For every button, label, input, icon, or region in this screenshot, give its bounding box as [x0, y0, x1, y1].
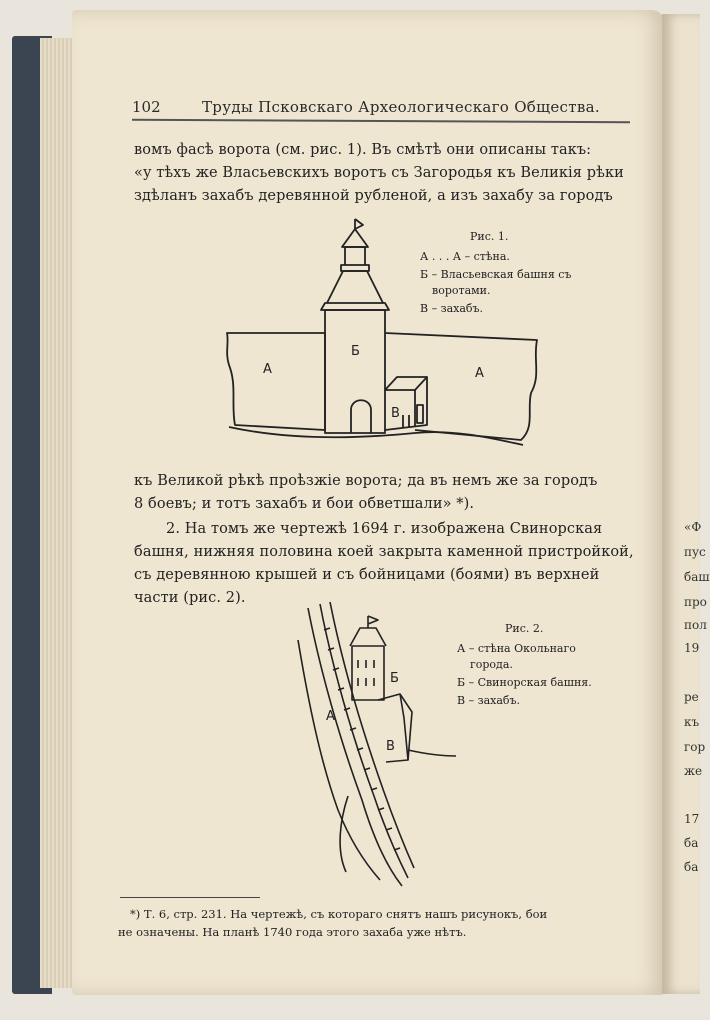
- figure-1-legend-item: В – захабъ.: [420, 302, 484, 315]
- facing-page-fragment: про: [684, 595, 707, 609]
- figure-1-letter-a: А: [263, 362, 272, 377]
- body-line: 2. На томъ же чертежѣ 1694 г. изображена Свинорская: [166, 521, 603, 537]
- facing-page-fragment: ба: [684, 836, 699, 850]
- facing-page-fragment: ба: [684, 860, 699, 874]
- footnote-line: не означены. На планѣ 1740 года этого захаба уже нѣтъ.: [118, 925, 467, 939]
- footnote-rule: [120, 897, 260, 898]
- figure-1-letter-b: Б: [351, 344, 360, 359]
- facing-page-fragment: гор: [684, 740, 706, 754]
- body-line: къ Великой рѣкѣ проѣзжiе ворота; да въ немъ же за городъ: [134, 473, 598, 489]
- body-line: «у тѣхъ же Власьевскихъ воротъ съ Загородья къ Великiя рѣки: [134, 165, 624, 181]
- facing-page-fragment: «Ф: [684, 520, 702, 534]
- figure-2-legend-item: А – стѣна Окольнаго: [457, 642, 576, 655]
- figure-2-legend-item: В – захабъ.: [457, 694, 521, 707]
- figure-1-caption: Рис. 1.: [470, 230, 509, 243]
- facing-page-fragment: баш: [684, 570, 710, 584]
- figure-1-letter-a-right: А: [475, 366, 484, 381]
- running-header: [132, 94, 632, 120]
- body-line: съ деревянною крышей и съ бойницами (боями) въ верхней: [134, 567, 600, 583]
- figure-2-drawing: [290, 600, 470, 890]
- facing-page-fragment: пол: [684, 618, 707, 632]
- figure-2-letter-v: В: [386, 739, 395, 754]
- facing-page-fragment: пус: [684, 545, 706, 559]
- figure-2-letter-b: Б: [390, 671, 399, 686]
- body-line: части (рис. 2).: [134, 590, 246, 606]
- facing-page-fragment: ре: [684, 690, 699, 704]
- body-line: 8 боевъ; и тотъ захабъ и бои обветшали» *).: [134, 496, 475, 512]
- figure-2-legend-item: города.: [470, 658, 513, 671]
- figure-1-letter-v: В: [391, 406, 400, 421]
- figure-1-legend-item: воротами.: [432, 284, 491, 297]
- running-title: Труды Псковскаго Археологическаго Общества.: [202, 98, 600, 116]
- facing-page-fragment: 17: [684, 812, 700, 826]
- figure-2-legend-item: Б – Свинорская башня.: [457, 676, 592, 689]
- body-line: башня, нижняя половина коей закрыта каменной пристройкой,: [134, 544, 634, 560]
- facing-page-fragment: 19: [684, 641, 700, 655]
- figure-2-caption: Рис. 2.: [505, 622, 544, 635]
- page-number: 102: [132, 98, 161, 116]
- figure-2-letter-a: А: [326, 709, 335, 724]
- footnote-line: *) Т. 6, стр. 231. На чертежѣ, съ котораго снятъ нашъ рисунокъ, бои: [130, 907, 548, 921]
- figure-1-legend-item: Б – Власьевская башня съ: [420, 268, 572, 281]
- facing-page-fragment: къ: [684, 715, 700, 729]
- body-line: здѣланъ захабъ деревянной рубленой, а изъ захабу за городъ: [134, 188, 613, 204]
- figure-1-legend-item: А . . . А – стѣна.: [420, 250, 510, 263]
- facing-page-fragment: же: [684, 764, 703, 778]
- body-line: вомъ фасѣ ворота (см. рис. 1). Въ смѣтѣ они описаны такъ:: [134, 142, 592, 158]
